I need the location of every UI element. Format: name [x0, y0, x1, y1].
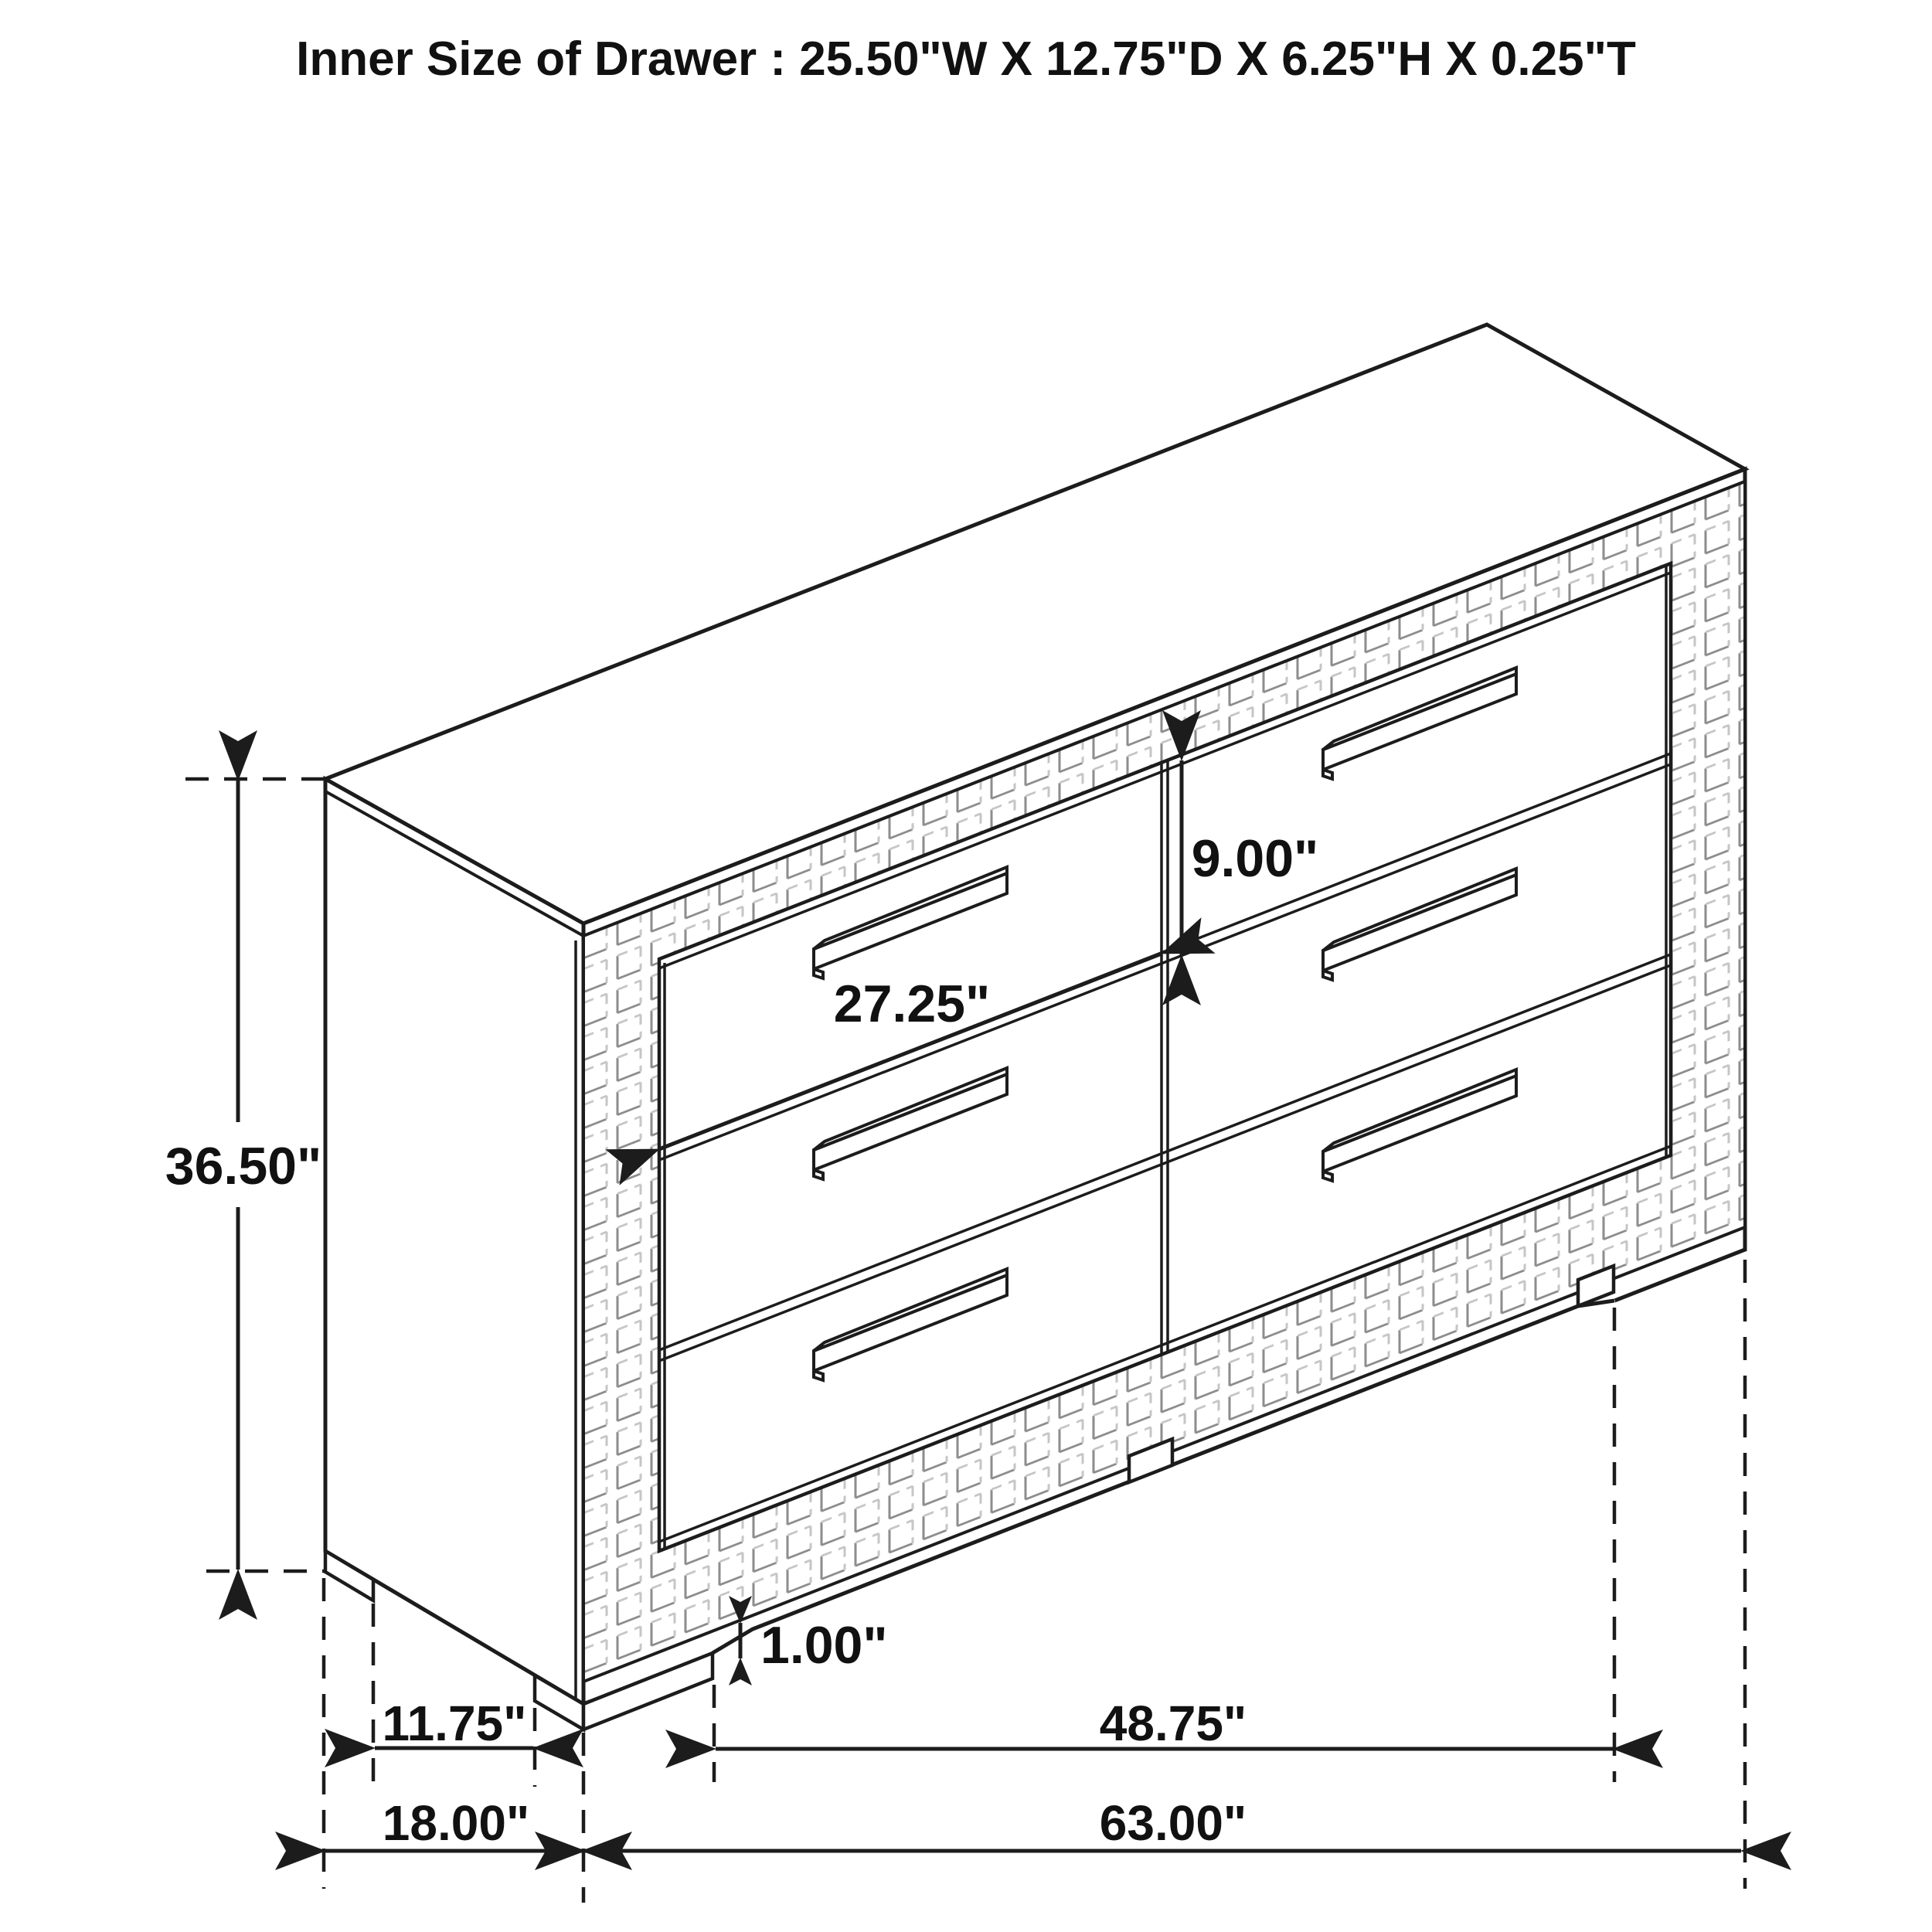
- dim-side-feet-span: [375, 1696, 533, 1751]
- dim-overall-depth-label: 18.00": [382, 1795, 530, 1851]
- drawing-title: Inner Size of Drawer : 25.50"W X 12.75"D X 6.25"H X 0.25"T: [296, 32, 1636, 86]
- dim-drawer-width-label: 27.25": [833, 975, 991, 1033]
- dim-front-feet-span: [716, 1696, 1613, 1751]
- left-side-face: [325, 779, 583, 1704]
- dim-front-feet-span-label: 48.75": [1099, 1696, 1247, 1751]
- dim-base-clearance: [740, 1616, 888, 1675]
- dresser-drawing: [325, 325, 1745, 1730]
- dim-overall-depth: [325, 1795, 582, 1851]
- dim-base-clearance-label: 1.00": [760, 1616, 888, 1675]
- dim-overall-height-label: 36.50": [165, 1137, 322, 1196]
- dim-overall-width: [585, 1795, 1741, 1851]
- dim-side-feet-span-label: 11.75": [382, 1696, 527, 1751]
- dim-drawer-height-label: 9.00": [1191, 829, 1319, 888]
- dim-overall-width-label: 63.00": [1099, 1795, 1247, 1851]
- dim-overall-height: [165, 781, 321, 1570]
